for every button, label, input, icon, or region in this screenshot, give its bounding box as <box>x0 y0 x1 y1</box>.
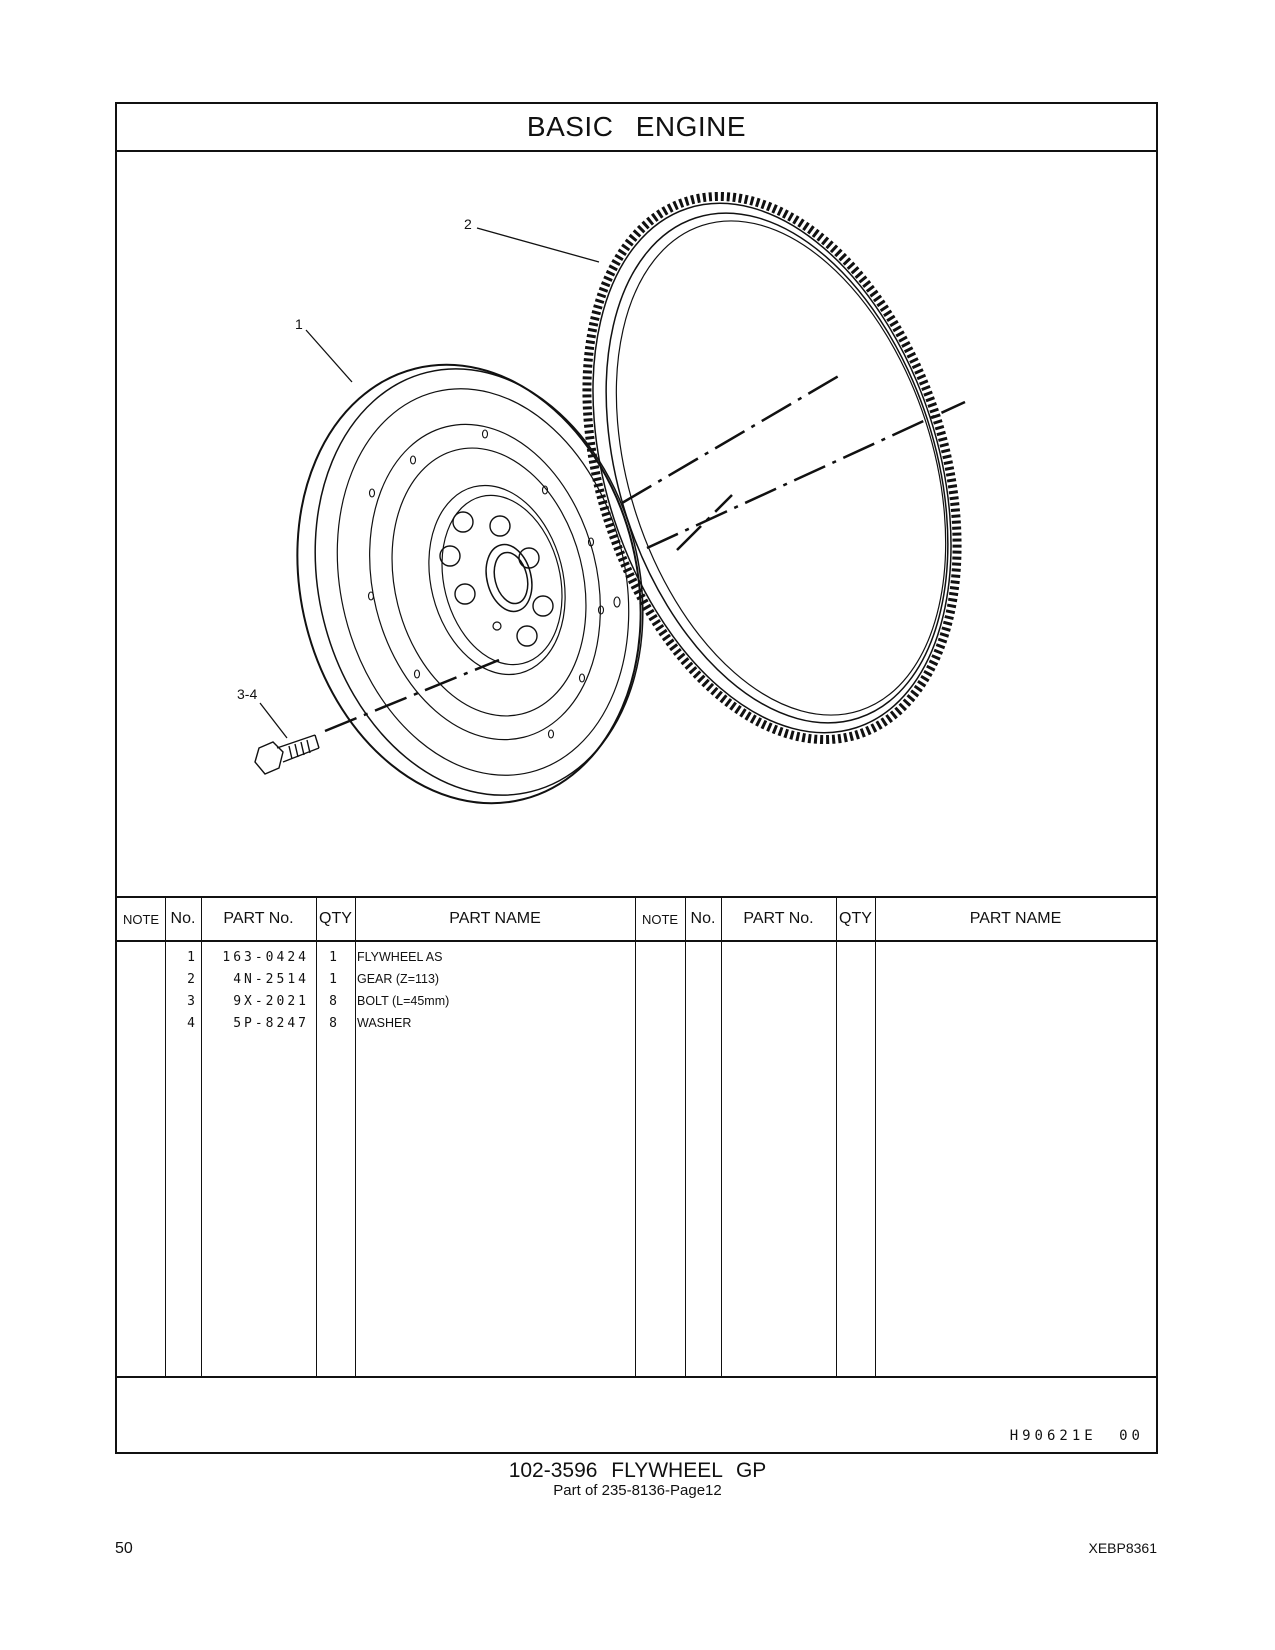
row-qty: 8 <box>329 1016 337 1031</box>
row-part-name: WASHER <box>357 1016 412 1030</box>
row-part-no: 163-0424 <box>222 950 309 965</box>
drawing-code: H90621E 00 <box>1009 1428 1144 1444</box>
table-row <box>117 994 635 1016</box>
row-part-name: BOLT (L=45mm) <box>357 994 450 1008</box>
section-title: BASIC ENGINE <box>117 104 1156 152</box>
callout-3-4: 3-4 <box>237 686 258 702</box>
row-no: 1 <box>187 950 195 965</box>
bolt-washer-part-3-4 <box>255 735 319 774</box>
exploded-view-illustration <box>117 150 1156 896</box>
col-divider <box>836 898 837 1376</box>
row-part-no: 4N-2514 <box>233 972 309 987</box>
header-qty-right: QTY <box>839 910 872 927</box>
row-no: 4 <box>187 1016 195 1031</box>
caption-sub: Part of 235-8136-Page12 <box>553 1482 722 1499</box>
row-no: 2 <box>187 972 195 987</box>
header-part-no: PART No. <box>223 910 294 927</box>
col-divider <box>685 898 686 1376</box>
callout-2: 2 <box>464 216 472 232</box>
table-row <box>117 1016 635 1038</box>
header-qty: QTY <box>319 910 352 927</box>
header-part-no-right: PART No. <box>743 910 814 927</box>
table-row <box>117 950 635 972</box>
col-divider <box>721 898 722 1376</box>
parts-sheet-frame <box>115 102 1158 1454</box>
header-note: NOTE <box>122 911 160 927</box>
caption-main: 102-3596 FLYWHEEL GP <box>508 1459 767 1482</box>
page-number: 50 <box>115 1540 133 1557</box>
row-qty: 1 <box>329 972 337 987</box>
document-id: XEBP8361 <box>1088 1540 1157 1556</box>
header-part-name: PART NAME <box>449 910 541 927</box>
header-part-name-right: PART NAME <box>969 910 1062 927</box>
flywheel-drawing <box>117 150 1156 896</box>
callout-leaders <box>260 228 599 738</box>
col-divider <box>635 898 636 1376</box>
assembly-axis-lines <box>325 374 965 731</box>
parts-table <box>117 896 1156 1378</box>
table-row <box>117 972 635 994</box>
row-qty: 8 <box>329 994 337 1009</box>
callout-1: 1 <box>295 316 303 332</box>
row-part-no: 9X-2021 <box>233 994 309 1009</box>
row-part-name: GEAR (Z=113) <box>357 972 440 986</box>
header-no: No. <box>170 910 196 927</box>
row-part-name: FLYWHEEL AS <box>357 950 443 964</box>
row-part-no: 5P-8247 <box>233 1016 309 1031</box>
row-no: 3 <box>187 994 195 1009</box>
figure-caption <box>0 1460 1275 1500</box>
row-qty: 1 <box>329 950 337 965</box>
ring-gear-part-2 <box>522 150 1022 787</box>
flywheel-part-1 <box>252 328 686 840</box>
col-divider <box>875 898 876 1376</box>
header-no-right: No. <box>690 910 716 927</box>
header-note-right: NOTE <box>641 911 679 927</box>
